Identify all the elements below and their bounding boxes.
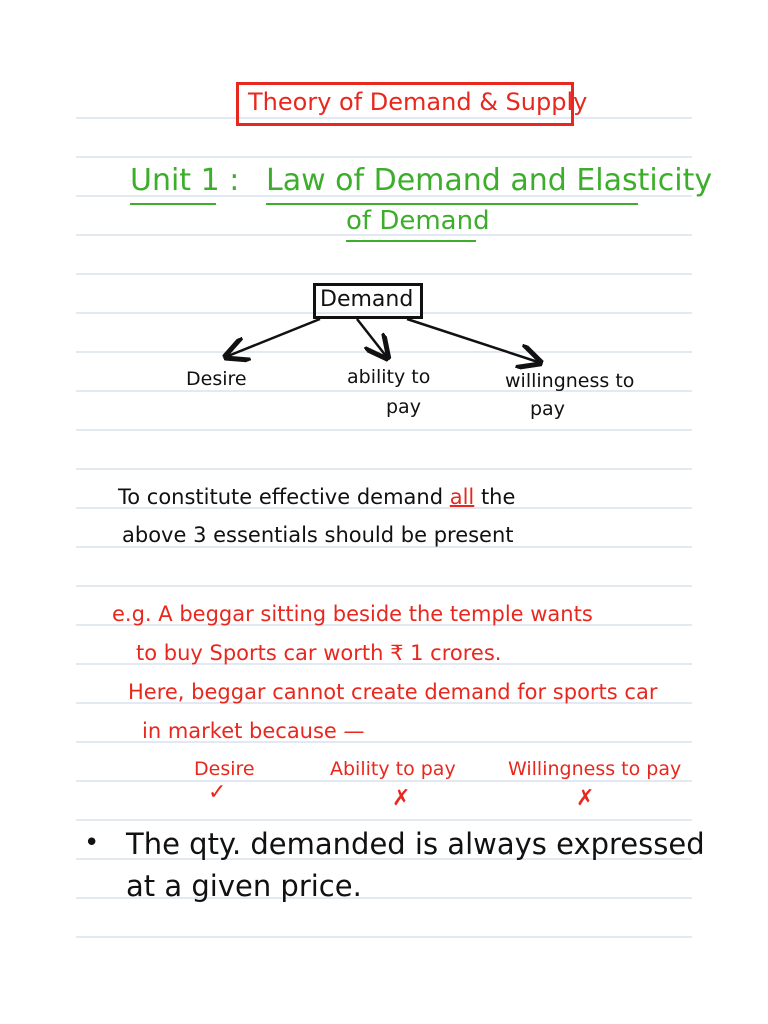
- note-line1: [118, 487, 515, 508]
- check-ability-label: Ability to pay: [330, 758, 456, 780]
- bullet-dot: •: [84, 828, 100, 858]
- check-willingness-label: Willingness to pay: [508, 758, 682, 780]
- note-line2: above 3 essentials should be present: [122, 523, 514, 547]
- example-line4: in market because —: [142, 719, 365, 743]
- note-line1-post: the: [480, 485, 516, 509]
- example-line1: e.g. A beggar sitting beside the temple wants: [112, 602, 593, 626]
- branch-willingness-line2: pay: [530, 398, 565, 420]
- branch-ability-line2: pay: [386, 396, 421, 418]
- unit-title-line2: of Demand: [346, 206, 490, 236]
- bullet-line1: The qty. demanded is always expressed: [126, 827, 705, 861]
- note-line1-pre: To constitute effective demand: [118, 485, 444, 509]
- branch-desire: Desire: [186, 368, 247, 390]
- branch-willingness-line1: willingness to: [505, 370, 635, 392]
- example-line3: Here, beggar cannot create demand for sports car: [128, 680, 658, 704]
- demand-root-label: Demand: [320, 287, 414, 312]
- arrow-to-desire: [228, 319, 320, 356]
- example-line2: to buy Sports car worth ₹ 1 crores.: [136, 641, 502, 665]
- check-desire-mark: ✓: [208, 780, 227, 805]
- check-desire-label: Desire: [194, 758, 255, 780]
- bullet-line2: at a given price.: [126, 869, 362, 903]
- page-title: Theory of Demand & Supply: [248, 88, 588, 116]
- check-willingness-mark: ✗: [576, 786, 595, 811]
- note-emphasis-all: all: [449, 485, 475, 509]
- check-ability-mark: ✗: [392, 786, 411, 811]
- unit-label: Unit 1 :: [130, 163, 240, 198]
- unit-title-line1: Law of Demand and Elasticity: [266, 163, 713, 198]
- arrow-to-willingness: [407, 319, 538, 362]
- arrow-to-ability: [357, 319, 386, 356]
- branch-ability-line1: ability to: [347, 366, 431, 388]
